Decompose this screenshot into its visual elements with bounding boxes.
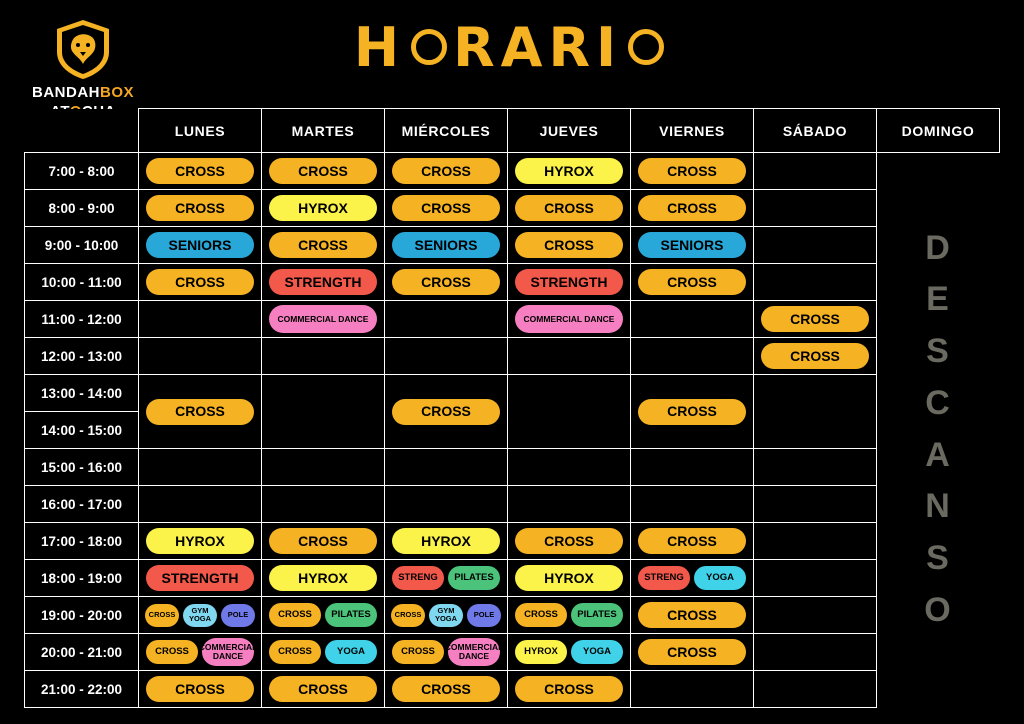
- class-pill-hyrox[interactable]: HYROX: [515, 640, 567, 664]
- time-label: 7:00 - 8:00: [25, 153, 139, 190]
- slot-lunes-1100[interactable]: [139, 301, 262, 338]
- class-pill-cross[interactable]: CROSS: [392, 269, 500, 295]
- class-pill-cross[interactable]: CROSS: [638, 158, 746, 184]
- brand-name-line1: [32, 84, 134, 101]
- title-part2: RARI: [453, 16, 623, 79]
- header-domingo: DOMINGO: [877, 109, 1000, 153]
- slot-martes-1200[interactable]: [262, 338, 385, 375]
- class-pill-cross[interactable]: CROSS: [392, 640, 444, 664]
- slot-jueves-1200[interactable]: [508, 338, 631, 375]
- slot-lunes-0800[interactable]: [139, 190, 262, 227]
- class-pill-cross[interactable]: CROSS: [392, 195, 500, 221]
- slot-sabado-1200[interactable]: [754, 338, 877, 375]
- slot-martes-2000[interactable]: [262, 634, 385, 671]
- header-sabado: SÁBADO: [754, 109, 877, 153]
- table-header-row: [25, 109, 1000, 153]
- class-pill-cross[interactable]: CROSS: [392, 158, 500, 184]
- class-pill-cross[interactable]: CROSS: [515, 195, 623, 221]
- table-row: [25, 597, 1000, 634]
- table-row: [25, 227, 1000, 264]
- slot-miercoles-2000[interactable]: [385, 634, 508, 671]
- slot-sabado-0800[interactable]: [754, 190, 877, 227]
- class-pill-yoga[interactable]: YOGA: [571, 640, 623, 664]
- class-pill-commercial-dance[interactable]: COMMERCIAL DANCE: [515, 305, 623, 333]
- class-pill-cross[interactable]: CROSS: [515, 676, 623, 702]
- slot-martes-2100[interactable]: [262, 671, 385, 708]
- schedule-table: [24, 108, 1000, 708]
- class-pill-strength[interactable]: STRENGTH: [515, 269, 623, 295]
- slot-viernes-1300[interactable]: [631, 375, 754, 449]
- class-pill-cross[interactable]: CROSS: [638, 195, 746, 221]
- class-pill-commercial-dance[interactable]: COMMERCIAL DANCE: [269, 305, 377, 333]
- class-pill-cross[interactable]: CROSS: [638, 602, 746, 628]
- slot-sabado-2100[interactable]: [754, 671, 877, 708]
- slot-lunes-2100[interactable]: [139, 671, 262, 708]
- header-martes: MARTES: [262, 109, 385, 153]
- slot-miercoles-1500[interactable]: [385, 449, 508, 486]
- title-ring-icon-2: [628, 29, 664, 65]
- slot-jueves-2100[interactable]: [508, 671, 631, 708]
- class-pill-strength[interactable]: STRENGTH: [269, 269, 377, 295]
- slot-lunes-1200[interactable]: [139, 338, 262, 375]
- slot-martes-1000[interactable]: [262, 264, 385, 301]
- slot-miercoles-1300[interactable]: [385, 375, 508, 449]
- slot-martes-0800[interactable]: [262, 190, 385, 227]
- slot-martes-1300[interactable]: [262, 375, 385, 449]
- slot-lunes-0700[interactable]: [139, 153, 262, 190]
- slot-jueves-1000[interactable]: [508, 264, 631, 301]
- slot-martes-1900[interactable]: [262, 597, 385, 634]
- class-pill-cross[interactable]: CROSS: [269, 158, 377, 184]
- slot-viernes-2000[interactable]: [631, 634, 754, 671]
- class-pill-cross[interactable]: CROSS: [145, 604, 179, 627]
- table-row: [25, 264, 1000, 301]
- class-pill-seniors[interactable]: SENIORS: [638, 232, 746, 258]
- class-pill-pole[interactable]: POLE: [467, 604, 501, 627]
- slot-martes-1800[interactable]: [262, 560, 385, 597]
- slot-viernes-1800[interactable]: [631, 560, 754, 597]
- slot-viernes-0900[interactable]: [631, 227, 754, 264]
- slot-lunes-1600[interactable]: [139, 486, 262, 523]
- slot-sabado-1500[interactable]: [754, 449, 877, 486]
- slot-martes-1500[interactable]: [262, 449, 385, 486]
- slot-martes-0700[interactable]: [262, 153, 385, 190]
- time-label: 18:00 - 19:00: [25, 560, 139, 597]
- slot-miercoles-1000[interactable]: [385, 264, 508, 301]
- slot-martes-1700[interactable]: [262, 523, 385, 560]
- slot-viernes-1600[interactable]: [631, 486, 754, 523]
- slot-jueves-0900[interactable]: [508, 227, 631, 264]
- class-pill-cross[interactable]: CROSS: [146, 269, 254, 295]
- class-pill-cross[interactable]: CROSS: [146, 676, 254, 702]
- descanso-letter: A: [925, 435, 952, 474]
- slot-viernes-0700[interactable]: [631, 153, 754, 190]
- class-pill-pilates[interactable]: PILATES: [571, 603, 623, 627]
- brand-box: BOX: [99, 84, 134, 101]
- slot-sabado-1000[interactable]: [754, 264, 877, 301]
- class-pill-cross[interactable]: CROSS: [392, 676, 500, 702]
- class-pill-cross[interactable]: CROSS: [515, 603, 567, 627]
- slot-martes-1100[interactable]: [262, 301, 385, 338]
- slot-martes-1600[interactable]: [262, 486, 385, 523]
- class-pill-hyrox[interactable]: HYROX: [269, 195, 377, 221]
- slot-sabado-1900[interactable]: [754, 597, 877, 634]
- class-pill-cross[interactable]: CROSS: [391, 604, 425, 627]
- slot-sabado-1300[interactable]: [754, 375, 877, 449]
- class-pill-cross[interactable]: CROSS: [392, 399, 500, 425]
- header-lunes: LUNES: [139, 109, 262, 153]
- class-pill-cross[interactable]: CROSS: [269, 676, 377, 702]
- slot-miercoles-0900[interactable]: [385, 227, 508, 264]
- slot-miercoles-1700[interactable]: [385, 523, 508, 560]
- class-pill-pilates[interactable]: PILATES: [448, 566, 500, 590]
- title-part1: H: [353, 16, 406, 79]
- class-pill-cross[interactable]: CROSS: [146, 158, 254, 184]
- class-pill-cross[interactable]: CROSS: [269, 603, 321, 627]
- time-label: 9:00 - 10:00: [25, 227, 139, 264]
- slot-miercoles-0800[interactable]: [385, 190, 508, 227]
- slot-viernes-2100[interactable]: [631, 671, 754, 708]
- slot-sabado-0900[interactable]: [754, 227, 877, 264]
- time-label: 19:00 - 20:00: [25, 597, 139, 634]
- slot-lunes-2000[interactable]: [139, 634, 262, 671]
- slot-viernes-1100[interactable]: [631, 301, 754, 338]
- class-pill-commercial-dance[interactable]: COMMERCIAL DANCE: [202, 638, 254, 666]
- page-title: [0, 16, 1024, 79]
- header-miercoles: MIÉRCOLES: [385, 109, 508, 153]
- class-pill-strength[interactable]: STRENGTH: [146, 565, 254, 591]
- descanso-letter: O: [924, 590, 953, 629]
- time-label: 11:00 - 12:00: [25, 301, 139, 338]
- time-label: 16:00 - 17:00: [25, 486, 139, 523]
- descanso-letter: C: [925, 383, 952, 422]
- table-row: [25, 486, 1000, 523]
- descanso-letter: S: [926, 538, 951, 577]
- slot-viernes-1200[interactable]: [631, 338, 754, 375]
- table-row: [25, 301, 1000, 338]
- slot-lunes-1900[interactable]: [139, 597, 262, 634]
- table-row: [25, 375, 1000, 412]
- slot-sabado-0700[interactable]: [754, 153, 877, 190]
- class-pill-cross[interactable]: CROSS: [515, 528, 623, 554]
- slot-viernes-1000[interactable]: [631, 264, 754, 301]
- slot-jueves-1700[interactable]: [508, 523, 631, 560]
- slot-jueves-2000[interactable]: [508, 634, 631, 671]
- class-pill-commercial-dance[interactable]: COMMERCIAL DANCE: [448, 638, 500, 666]
- slot-jueves-1500[interactable]: [508, 449, 631, 486]
- slot-viernes-1700[interactable]: [631, 523, 754, 560]
- descanso-letter: D: [925, 228, 952, 267]
- slot-jueves-0800[interactable]: [508, 190, 631, 227]
- slot-miercoles-1200[interactable]: [385, 338, 508, 375]
- class-pill-yoga[interactable]: YOGA: [325, 640, 377, 664]
- schedule-body: [25, 153, 1000, 708]
- slot-sabado-1800[interactable]: [754, 560, 877, 597]
- class-pill-hyrox[interactable]: HYROX: [269, 565, 377, 591]
- slot-sabado-1600[interactable]: [754, 486, 877, 523]
- class-pill-cross[interactable]: CROSS: [761, 306, 869, 332]
- slot-jueves-1800[interactable]: [508, 560, 631, 597]
- time-label: 12:00 - 13:00: [25, 338, 139, 375]
- class-pill-hyrox[interactable]: HYROX: [146, 528, 254, 554]
- class-pill-hyrox[interactable]: HYROX: [515, 565, 623, 591]
- class-pill-seniors[interactable]: SENIORS: [392, 232, 500, 258]
- class-pill-pilates[interactable]: PILATES: [325, 603, 377, 627]
- class-pill-yoga[interactable]: YOGA: [694, 566, 746, 590]
- table-row: [25, 634, 1000, 671]
- slot-sabado-2000[interactable]: [754, 634, 877, 671]
- class-pill-cross[interactable]: CROSS: [638, 269, 746, 295]
- title-ring-icon-1: [411, 29, 447, 65]
- slot-lunes-1800[interactable]: [139, 560, 262, 597]
- class-pill-hyrox[interactable]: HYROX: [392, 528, 500, 554]
- class-pill-cross[interactable]: CROSS: [638, 399, 746, 425]
- slot-miercoles-1600[interactable]: [385, 486, 508, 523]
- slot-miercoles-1900[interactable]: [385, 597, 508, 634]
- slot-lunes-1700[interactable]: [139, 523, 262, 560]
- schedule-grid: [24, 108, 1000, 708]
- class-pill-hyrox[interactable]: HYROX: [515, 158, 623, 184]
- time-label: 15:00 - 16:00: [25, 449, 139, 486]
- time-label: 13:00 - 14:00: [25, 375, 139, 412]
- class-pill-pole[interactable]: POLE: [221, 604, 255, 627]
- table-row: [25, 338, 1000, 375]
- class-pill-cross[interactable]: CROSS: [146, 640, 198, 664]
- slot-lunes-1500[interactable]: [139, 449, 262, 486]
- slot-viernes-1900[interactable]: [631, 597, 754, 634]
- class-pill-cross[interactable]: CROSS: [515, 232, 623, 258]
- time-label: 17:00 - 18:00: [25, 523, 139, 560]
- time-label: 21:00 - 22:00: [25, 671, 139, 708]
- slot-miercoles-0700[interactable]: [385, 153, 508, 190]
- descanso-letter: E: [926, 280, 951, 319]
- slot-miercoles-1100[interactable]: [385, 301, 508, 338]
- header-viernes: VIERNES: [631, 109, 754, 153]
- table-row: [25, 560, 1000, 597]
- class-pill-cross[interactable]: CROSS: [269, 528, 377, 554]
- time-label: 8:00 - 9:00: [25, 190, 139, 227]
- class-pill-streng[interactable]: STRENG: [638, 566, 690, 590]
- brand-bandah: BANDAH: [31, 84, 100, 101]
- slot-sabado-1700[interactable]: [754, 523, 877, 560]
- class-pill-cross[interactable]: CROSS: [638, 639, 746, 665]
- table-row: [25, 523, 1000, 560]
- slot-jueves-1100[interactable]: [508, 301, 631, 338]
- header-jueves: JUEVES: [508, 109, 631, 153]
- table-row: [25, 449, 1000, 486]
- table-row: [25, 190, 1000, 227]
- table-row: [25, 153, 1000, 190]
- class-pill-gym-yoga[interactable]: GYM YOGA: [429, 604, 463, 627]
- descanso-letter: S: [926, 332, 951, 371]
- slot-miercoles-1800[interactable]: [385, 560, 508, 597]
- class-pill-cross[interactable]: CROSS: [638, 528, 746, 554]
- slot-lunes-0900[interactable]: [139, 227, 262, 264]
- slot-miercoles-2100[interactable]: [385, 671, 508, 708]
- slot-sabado-1100[interactable]: [754, 301, 877, 338]
- slot-jueves-1600[interactable]: [508, 486, 631, 523]
- class-pill-cross[interactable]: CROSS: [269, 640, 321, 664]
- table-row: [25, 671, 1000, 708]
- slot-jueves-0700[interactable]: [508, 153, 631, 190]
- class-pill-streng[interactable]: STRENG: [392, 566, 444, 590]
- time-label: 20:00 - 21:00: [25, 634, 139, 671]
- time-label: 14:00 - 15:00: [25, 412, 139, 449]
- class-pill-cross[interactable]: CROSS: [761, 343, 869, 369]
- slot-jueves-1900[interactable]: [508, 597, 631, 634]
- slot-lunes-1000[interactable]: [139, 264, 262, 301]
- domingo-descanso-label: [877, 151, 1000, 708]
- header-corner: [25, 109, 139, 153]
- slot-jueves-1300[interactable]: [508, 375, 631, 449]
- descanso-letter: N: [925, 487, 952, 526]
- class-pill-seniors[interactable]: SENIORS: [146, 232, 254, 258]
- class-pill-cross[interactable]: CROSS: [146, 399, 254, 425]
- header: [0, 0, 1024, 108]
- class-pill-cross[interactable]: CROSS: [146, 195, 254, 221]
- slot-lunes-1300[interactable]: [139, 375, 262, 449]
- slot-viernes-1500[interactable]: [631, 449, 754, 486]
- time-label: 10:00 - 11:00: [25, 264, 139, 301]
- slot-martes-0900[interactable]: [262, 227, 385, 264]
- class-pill-cross[interactable]: CROSS: [269, 232, 377, 258]
- class-pill-gym-yoga[interactable]: GYM YOGA: [183, 604, 217, 627]
- slot-viernes-0800[interactable]: [631, 190, 754, 227]
